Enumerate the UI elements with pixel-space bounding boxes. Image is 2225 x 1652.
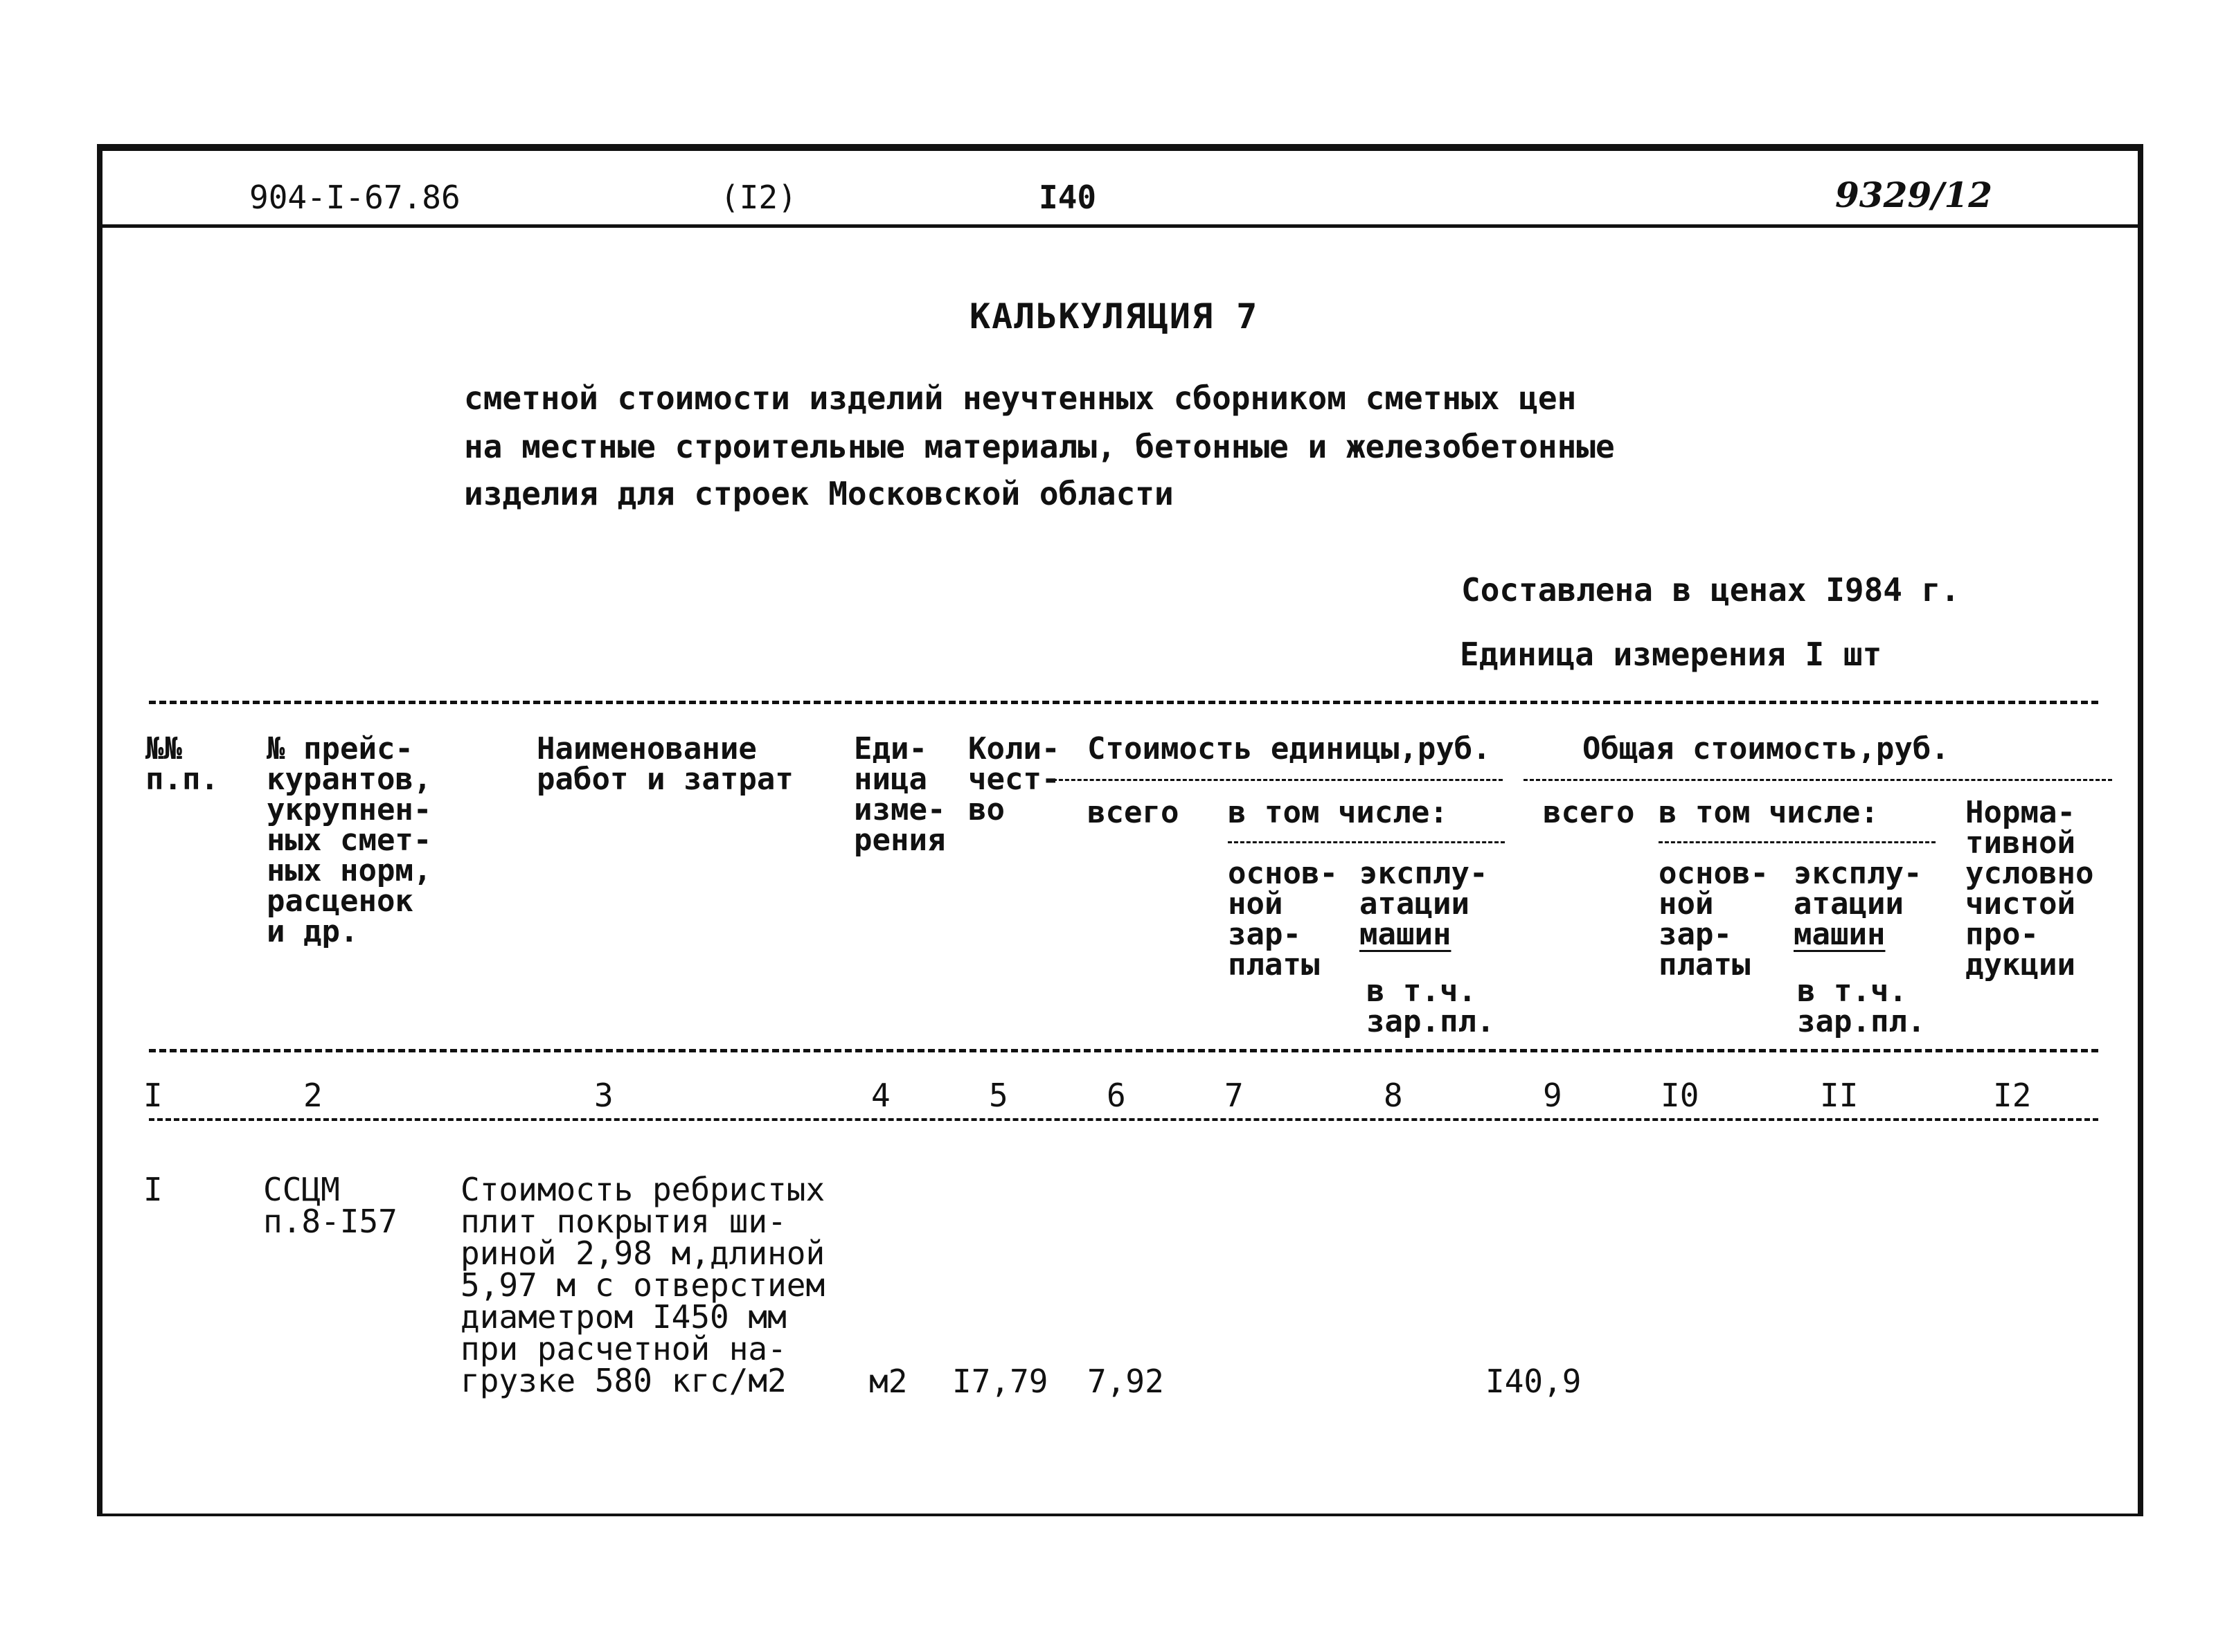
header-col-7: основ- ной зар- платы bbox=[1228, 856, 1338, 982]
unit-cost-group-rule bbox=[1053, 779, 1503, 781]
col-number-4: 4 bbox=[871, 1077, 891, 1114]
col-number-10: I0 bbox=[1661, 1077, 1699, 1114]
subtitle-line-1: сметной стоимости изделий неучтенных сборником сметных цен bbox=[464, 379, 1577, 417]
frame-bottom-border bbox=[97, 1514, 2143, 1516]
row-1-code: ССЦМ п.8-I57 bbox=[263, 1171, 397, 1240]
frame-left-border bbox=[97, 144, 102, 1515]
table-top-rule bbox=[149, 701, 2098, 704]
subtitle-line-3: изделия для строек Московской области bbox=[464, 475, 1174, 512]
header-col-1: №№ п.п. bbox=[145, 731, 219, 797]
col-number-1: I bbox=[143, 1077, 163, 1114]
header-col-2: № прейс- курантов, укрупнен- ных смет- ных норм, расценок и др. bbox=[267, 731, 432, 949]
doc-code: 904-I-67.86 bbox=[249, 179, 461, 216]
col-number-8: 8 bbox=[1384, 1077, 1403, 1114]
row-1-total: I40,9 bbox=[1485, 1363, 1582, 1400]
header-bottom-rule bbox=[149, 1049, 2098, 1052]
header-total-including: в том числе: bbox=[1659, 795, 1879, 830]
header-col-6: всего bbox=[1087, 795, 1179, 830]
handwritten-number: 9329/12 bbox=[1835, 174, 1993, 215]
row-1-unit-total: 7,92 bbox=[1087, 1363, 1164, 1400]
measurement-unit: Единица измерения I шт bbox=[1460, 636, 1882, 673]
document-title: КАЛЬКУЛЯЦИЯ 7 bbox=[969, 296, 1259, 336]
header-col-5: Коли- чест- во bbox=[968, 731, 1060, 827]
row-1-unit: м2 bbox=[869, 1363, 908, 1400]
col-number-5: 5 bbox=[989, 1077, 1008, 1114]
frame-right-border bbox=[2138, 144, 2143, 1515]
prices-year: Составлена в ценах I984 г. bbox=[1461, 571, 1960, 609]
header-col-4: Еди- ница изме- рения bbox=[854, 731, 946, 858]
subtitle-line-2: на местные строительные материалы, бетонные и железобетонные bbox=[464, 428, 1615, 465]
header-col-8-machines: машин bbox=[1359, 917, 1451, 952]
total-including-rule bbox=[1659, 841, 1936, 843]
column-numbers-rule bbox=[149, 1118, 2098, 1121]
row-1-quantity: I7,79 bbox=[952, 1363, 1048, 1400]
unit-including-rule bbox=[1228, 841, 1505, 843]
page-number: I40 bbox=[1039, 179, 1097, 216]
row-1-name: Стоимость ребристых плит покрытия ши- риной 2,98 м,длиной 5,97 м с отверстием диаметром I450 мм при расчетной на- грузке 580 кгс/м2 bbox=[461, 1171, 825, 1399]
header-col-12: Норма- тивной условно чистой про- дукции bbox=[1965, 795, 2094, 982]
row-1-number: I bbox=[143, 1171, 163, 1208]
header-col-3: Наименование работ и затрат bbox=[537, 731, 794, 797]
col-number-3: 3 bbox=[594, 1077, 614, 1114]
header-col-11-machines: машин bbox=[1794, 917, 1886, 952]
header-unit-including: в том числе: bbox=[1228, 795, 1448, 830]
sheet-part: (I2) bbox=[720, 179, 797, 216]
header-col-8-top: эксплу- атации bbox=[1359, 856, 1488, 922]
col-number-9: 9 bbox=[1543, 1077, 1562, 1114]
header-col-11-top: эксплу- атации bbox=[1794, 856, 1922, 922]
header-col-10: основ- ной зар- платы bbox=[1659, 856, 1769, 982]
col-number-11: II bbox=[1820, 1077, 1859, 1114]
col-number-2: 2 bbox=[303, 1077, 323, 1114]
header-col-8-wages: в т.ч. зар.пл. bbox=[1366, 973, 1495, 1039]
header-total-cost-group: Общая стоимость,руб. bbox=[1582, 731, 1949, 766]
col-number-6: 6 bbox=[1107, 1077, 1126, 1114]
header-divider bbox=[97, 224, 2143, 228]
col-number-12: I2 bbox=[1993, 1077, 2032, 1114]
header-col-11-wages: в т.ч. зар.пл. bbox=[1797, 973, 1926, 1039]
header-col-9: всего bbox=[1543, 795, 1635, 830]
header-unit-cost-group: Стоимость единицы,руб. bbox=[1087, 731, 1491, 766]
col-number-7: 7 bbox=[1224, 1077, 1244, 1114]
frame-top-border bbox=[97, 144, 2143, 151]
total-cost-group-rule bbox=[1523, 779, 2112, 781]
